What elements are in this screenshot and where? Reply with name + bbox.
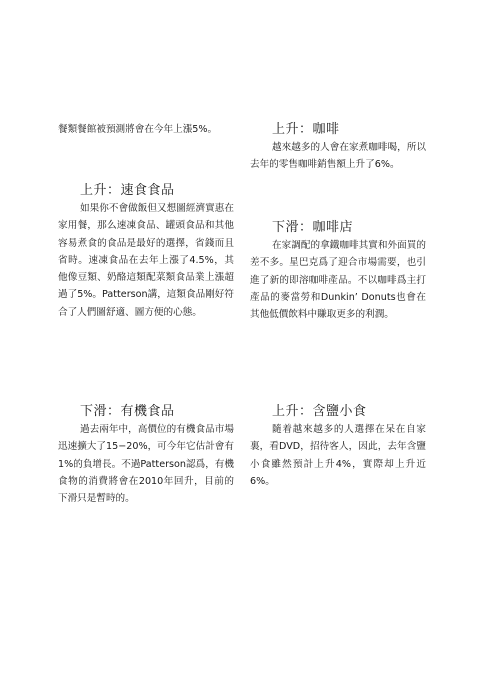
section-heading: 上升：含鹽小食 <box>272 404 367 419</box>
section-body: 過去兩年中，高價位的有機食品市場迅速擴大了15−20%，可今年它估計會有1%的負增長。不過Patterson認爲，有機食物的消費將會在2010年回升，目前的下滑只是暫時的。 <box>58 424 234 505</box>
section-heading: 上升：咖啡 <box>272 122 340 137</box>
section-heading: 下滑：有機食品 <box>80 404 175 419</box>
section-body: 越來越多的人會在家煮咖啡喝，所以去年的零售咖啡銷售額上升了6%。 <box>250 142 426 171</box>
intro-paragraph: 餐類餐館被預測將會在今年上漲5%。 <box>58 124 218 135</box>
section-heading: 下滑：咖啡店 <box>272 220 354 235</box>
section-heading: 上升：速食食品 <box>80 183 175 198</box>
section-body: 在家調配的拿鐵咖啡其實和外面買的差不多。星巴克爲了迎合市場需要，也引進了新的即溶咖啡產品。不以咖啡爲主打產品的麥當勞和Dunkin’ Donuts也會在其他低價飲料中賺取更多的利潤。 <box>250 240 426 321</box>
section-body: 如果你不會做飯但又想圖經濟實惠在家用餐，那么速凍食品、罐頭食品和其他容易煮食的食品是最好的選擇，省錢而且省時。速凍食品在去年上漲了4.5%，其他像豆類、奶酪這類配菜類食品業上漲超過了5%。Patterson講，這類食品剛好符合了人們圖舒適、圖方便的心態。 <box>58 203 234 318</box>
section-body: 隨着越來越多的人選擇在呆在自家裏，看DVD，招待客人，因此，去年含鹽小食雖然預計上升4%，實際却上升近6%。 <box>250 424 426 487</box>
